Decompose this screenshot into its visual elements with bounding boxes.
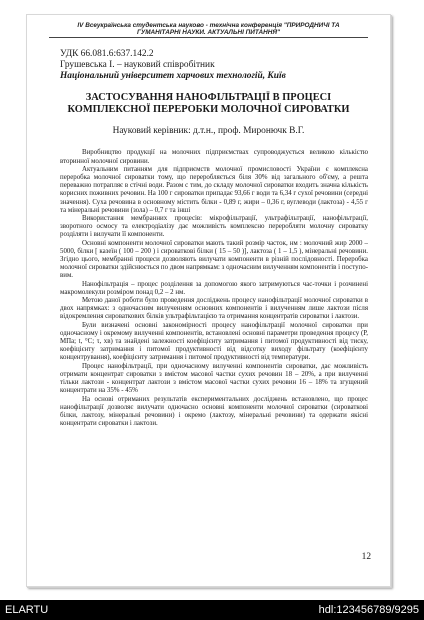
repository-name: ELARTU (5, 604, 49, 616)
paragraph: Нанофільтрація – процес розділення за допомогою якого затримуються час-точки і розчинені макромолекули розміром понад 0,2 – 2 нм. (60, 280, 368, 296)
repository-footer-bar (0, 600, 424, 620)
paragraph: Використання мембранних процесів: мікрофільтрації, ультрафільтрації, нанофільтрації, зворотного осмосу та електродіалізу дає можливість комплексно переробляти молочну сироватку розділяти і вилучати її компоненти. (60, 215, 368, 239)
paragraph: Основні компоненти молочної сироватки мають такий розмір часток, нм : молочний жир 2000 – 5000, білки [ казеїн ( 100 – 200 ) і сироваткові білки ( 15 – 50 )], лактоза ( 1 – 1,5 ), мінеральні речовини. Згідно цього, мембранні процеси дозволяють вилучати компоненти в різній послідовності. Переробка молочної сироватки здійснюється по двом напрямкам: з одночасним вилученням компонентів і поступо-вим. (60, 239, 368, 280)
document-page (26, 14, 391, 587)
header-divider (49, 37, 368, 38)
paragraph: Виробництво продукції на молочних підприємствах супроводжується великою кількістю вторинної молочної сировини. (60, 149, 368, 165)
udk-code: УДК 66.081.6:637.142.2 (60, 49, 154, 60)
supervisor-line: Науковий керівник: д.т.н., проф. Миронючк В.Г. (112, 126, 305, 137)
paragraph: Актуальним питанням для підприємств молочної промисловості України є комплексна переробка молочної сироватки тому, що переробляється біля 30% від загального об'єму, а решта переважно потрапляє в стічні води. Разом с тим, до складу молочної сироватки входить значна кількість корисних поживних речовин. На 100 г сироватки припадає 93,66 г води та 6,34 г сухої речовини (середні значення). Суха речовина в основному містить білки - 0,89 г, жири – 0,36 г, вуглеводи (лактоза) - 4,55 г та мінеральні речовини (зола) – 0,7 г та інші (60, 165, 368, 214)
affiliation-line: Національний університет харчових технологій, Київ (60, 71, 286, 82)
paragraph: На основі отриманих результатів експериментальних досліджень встановлено, що процес нанофільтрації дозволяє вилучати одночасно основні компоненти молочної сироватки (сироваткові білки, лактозу, мінеральні речовини) і окремо (лактозу, мінеральні речовини) та одержати якісні концентрати сироватки і лактози. (60, 395, 368, 428)
author-line: Грушевська І. – науковий співробітник (60, 60, 215, 71)
conference-header: IV Всеукраїнська студентська науково - технічна конференція "ПРИРОДНИЧІ ТА ГУМАНІТАРНІ НАУКИ. АКТУАЛЬНІ ПИТАННЯ" (77, 22, 340, 37)
paragraph: Були визначені основні закономірності процесу нанофільтрації молочної сироватки при одночасному і окремому вилученні компонентів, встановлені основні параметри проведення процесу (Р, МПа; t, °С; τ, хв) та знайдені залежності коефіцієнту затримання і питомої продуктивності від тиску, коефіцієнту затримання і питомої продуктивності від відсотку виходу фільтрату (коефіцієнту концентрування), коефіцієнту затримання і питомої продуктивності від температури. (60, 321, 368, 362)
handle-identifier[interactable]: hdl:123456789/9295 (318, 604, 419, 616)
paper-body (60, 149, 368, 428)
page-number: 12 (361, 552, 371, 562)
paragraph: Метою даної роботи було проведення досліджень процесу нанофільтрації молочної сироватки в двох напрямках: з одночасним вилученням основних компонентів і вилученням лише лактози після відокремлення сироваткових білків ультрафільтацією та отримання концентратів сироватки і лактози. (60, 297, 368, 321)
paragraph: Процес нанофільтрації, при одночасному вилученні компонентів сироватки, дає можливість отримати концентрат сироватки з вмістом масової частки сухих речовин 18 – 20%, а при вилученні тільки лактози - концентрат лактози з вмістом масової частки сухих речовин 16 – 18% та згущений концентрати на 35% - 45% (60, 362, 368, 395)
paper-title: ЗАСТОСУВАННЯ НАНОФІЛЬТРАЦІЇ В ПРОЦЕСІ КОМПЛЕКСНОЇ ПЕРЕРОБКИ МОЛОЧНОЇ СИРОВАТКИ (67, 92, 350, 116)
